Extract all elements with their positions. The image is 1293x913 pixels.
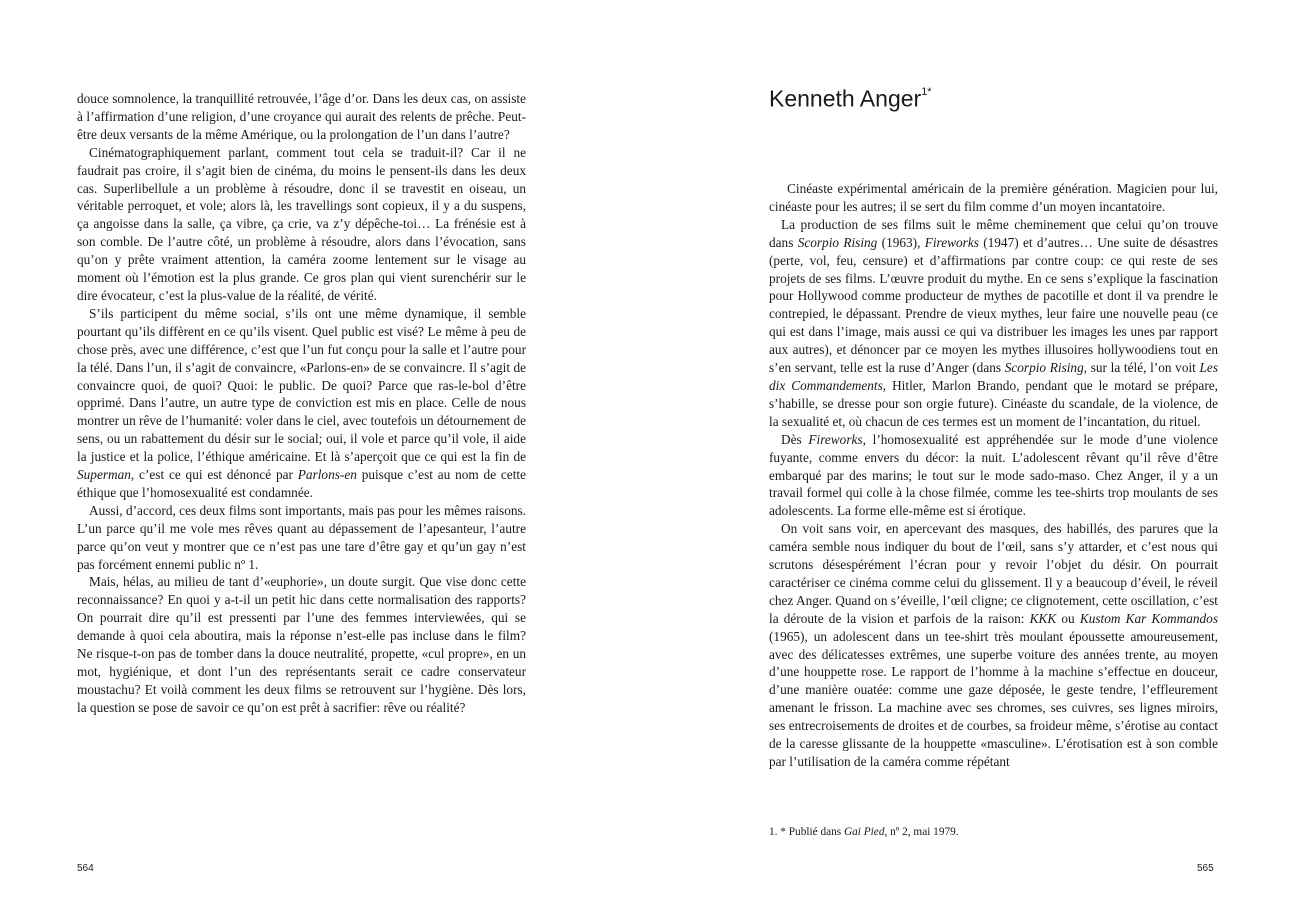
footnote: 1. * Publié dans Gai Pied, nº 2, mai 1979. <box>769 826 959 838</box>
right-page <box>647 0 1293 913</box>
left-page <box>0 0 646 913</box>
right-text-column <box>769 180 1218 771</box>
paragraph: La production de ses films suit le même cheminement que celui qu’on trouve dans Scorpio Rising (1963), Fireworks (1947) et d’autres… Une suite de désastres (perte, vol, feu, censure) et d’affirmations par contre coup: ce qui reste de ses projets de ses films. L’œuvre produit du mythe. En ce sens s’explique la fascination pour Hollywood comme producteur de mythes de pacotille et dont il va prendre le contrepied, le dépassant. Prendre de vieux mythes, leur faire une nouvelle peau (ce qui est dans l’image, mais aussi ce qui va distribuer les images les unes par rapport aux autres), et dénoncer par ce moyen les mythes illusoires hollywoodiens tout en s’en servant, telle est la ruse d’Anger (dans Scorpio Rising, sur la télé, l’on voit Les dix Commandements, Hitler, Marlon Brando, pendant que le motard se prépare, s’habille, se dresse pour son orgie future). Cinéaste du scandale, de la violence, de la sexualité et, où chacun de ces termes est un moment de l’incantation, du rituel. <box>769 216 1219 429</box>
paragraph: S’ils participent du même social, s’ils ont une même dynamique, il semble pourtant qu’ils diffèrent en ce qu’ils visent. Quel public est visé? Le même à peu de chose près, avec une différence, c’est que l’un fut conçu pour la salle et l’autre pour la télé. Dans l’un, il s’agit de convaincre, «Parlons-en» de se convaincre. Il s’agit de convaincre quoi, de quoi? Quoi: le public. De quoi? Parce que ras-le-bol d’être opprimé. Dans l’autre, un autre type de conviction est mis en place. Celle de nous montrer un rêve de l’humanité: voler dans le ciel, avec toutefois un détournement de sens, ou un rabattement du désir sur le social; oui, il vole et parce qu’il vole, il aide la justice et la police, l’éthique américaine. Et là s’aperçoit que ce qui est la fin de Superman, c’est ce qui est dénoncé par Parlons-en puisque c’est au nom de cette éthique que l’homosexualité est condamnée. <box>77 305 526 500</box>
paragraph: Cinéaste expérimental américain de la première génération. Magicien pour lui, cinéaste pour les autres; il se sert du film comme d’un moyen incantatoire. <box>769 181 1218 214</box>
left-text-column <box>77 90 526 717</box>
paragraph: Dès Fireworks, l’homosexualité est appréhendée sur le mode d’une violence fuyante, comme envers du décor: la nuit. L’adolescent rêvant qu’il rêve d’être embarqué par des marins; le tout sur le mode sado-maso. Chez Anger, il y a un travail formel qui colle à la chose filmée, comme les tee-shirts trop moulants de ses adolescents. La forme elle-même est si érotique. <box>769 431 1218 519</box>
chapter-title-text: Kenneth Anger <box>769 85 922 112</box>
paragraph: Aussi, d’accord, ces deux films sont importants, mais pas pour les mêmes raisons. L’un parce qu’il me vole mes rêves quant au dépassement de l’apesanteur, l’autre parce qu’on veut y montrer que ce n’est pas une tare d’être gay et qu’un gay n’est pas forcément ennemi public nº 1. <box>77 502 526 572</box>
page-number: 564 <box>77 863 94 874</box>
paragraph: On voit sans voir, en apercevant des masques, des habillés, des parures que la caméra semble nous indiquer du bout de l’œil, sans s’y attarder, et c’est nous qui scrutons désespérément l’écran pour y revoir l’objet du désir. On pourrait caractériser ce cinéma comme celui du glissement. Il y a beaucoup d’éveil, le réveil chez Anger. Quand on s’éveille, l’œil cligne; ce clignotement, cette oscillation, c’est la déroute de la vision et parfois de la raison: KKK ou Kustom Kar Kommandos (1965), un adolescent dans un tee-shirt très moulant époussette amoureusement, avec des délicatesses extrêmes, une superbe voiture des années trente, au moyen d’une houppette rose. Le rapport de l’homme à la machine s’effectue en douceur, d’une manière ouatée: comme une gaze déposée, le geste tendre, l’effleurement amenant le frisson. La machine avec ses chromes, ses cuivres, ses lignes miroirs, ses entrecroisements de droites et de courbes, sa froideur même, s’érotise au contact de la caresse glissante de la houppette «masculine». L’érotisation est à son comble par l’utilisation de la caméra comme répétant <box>769 521 1218 769</box>
paragraph: Mais, hélas, au milieu de tant d’«euphorie», un doute surgit. Que vise donc cette reconnaissance? En quoi y a-t-il un petit hic dans cette normalisation des rapports? On pourrait dire qu’il est pressenti par l’une des femmes interviewées, qui se demande à quoi cela aboutira, mais la réponse n’est-elle pas incluse dans le film? Ne risque-t-on pas de tomber dans la douce neutralité, propette, «cul propre», en un mot, hygiénique, et dont l’un des représentants serait ce cadre conservateur moustachu? Et voilà comment les deux films se retrouvent sur l’hygiène. Dès lors, la question se pose de savoir ce qu’on est prêt à sacrifier: rêve ou réalité? <box>77 574 526 715</box>
chapter-title <box>769 80 932 114</box>
page-number: 565 <box>1197 863 1214 874</box>
paragraph: douce somnolence, la tranquillité retrouvée, l’âge d’or. Dans les deux cas, on assiste à l’affirmation d’une religion, d’une croyance qui aurait des relents de prêche. Peut-être deux versants de la même Amérique, ou la prolongation de l’un dans l’autre? <box>77 91 526 142</box>
paragraph: Cinématographiquement parlant, comment tout cela se traduit-il? Car il ne faudrait pas croire, il s’agit bien de cinéma, du moins le pensent-ils dans les deux cas. Superlibellule a un problème à résoudre, donc il se travestit en oiseau, un véritable perroquet, et vole; alors là, les travellings sont copieux, il y a du suspens, ça angoisse dans la salle, ça vibre, ça crie, va z’y dépêche-toi… La frénésie est à son comble. De l’autre côté, un problème à résoudre, alors dans l’évocation, sans qu’on y prête vraiment attention, la caméra zoome lentement sur le visage au moment où l’émotion est la plus grande. Ce gros plan qui vient surenchérir sur le dire évocateur, c’est la plus-value de la réalité, de vérité. <box>77 144 526 303</box>
footnote-marker: 1* <box>921 86 932 98</box>
